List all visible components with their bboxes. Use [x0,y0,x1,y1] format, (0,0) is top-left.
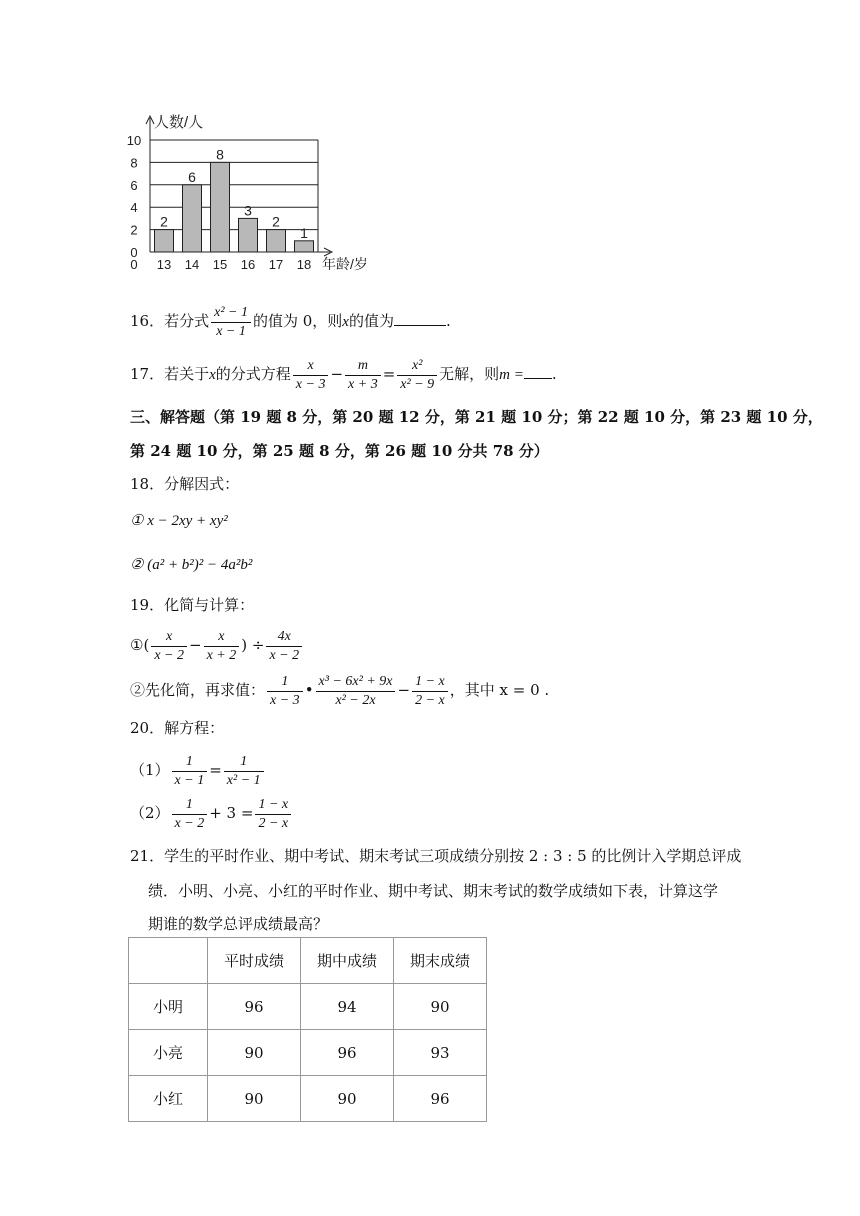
bar [155,230,174,252]
question-18-item-1: ① x − 2xy + xy² [130,513,228,529]
fraction [397,357,437,393]
data-label: 2 [272,213,280,230]
numerator: 1 [267,673,303,692]
question-17 [130,357,557,393]
numerator: x² [397,357,437,376]
denominator: x² − 2x [335,692,376,708]
table-cell: 96 [208,984,301,1030]
fraction [224,753,264,789]
operator: + 3 = [209,804,254,822]
origin-label: 0 [130,257,138,272]
question-20-part-1 [130,753,266,789]
question-21-line-1: 21．学生的平时作业、期中考试、期末考试三项成绩分别按 2 : 3 : 5 的比例计入学期总评成 [130,847,742,865]
table-cell: 93 [394,1030,487,1076]
item-text: ，其中 x = 0 . [449,681,550,699]
data-label: 3 [244,202,252,219]
denominator: 2 − x [415,692,445,708]
variable: m = [499,367,524,383]
x-axis-label: 年龄/岁 [322,256,368,272]
fraction [412,673,448,709]
bar [295,241,314,252]
x-tick-label: 14 [184,257,200,272]
age-bar-chart [120,108,390,274]
x-tick-label: 17 [268,257,284,272]
data-label: 1 [300,224,308,241]
section-heading-cont: 第 24 题 10 分，第 25 题 8 分，第 26 题 10 分共 78 分） [130,442,549,460]
denominator: x − 3 [295,376,326,392]
y-axis-label: 人数/人 [154,114,204,131]
fraction [151,628,187,664]
answer-blank[interactable] [524,364,552,379]
bar [211,162,230,252]
table-cell: 90 [394,984,487,1030]
question-19-item-2 [130,673,549,709]
operator: = [209,761,222,779]
denominator: x − 1 [174,772,205,788]
variable: x [342,314,349,330]
numerator: x [293,357,329,376]
table-cell: 小亮 [129,1030,208,1076]
numerator: 4x [266,628,302,647]
table-row [129,1076,487,1122]
question-number: 17． [130,365,165,383]
operator: • [304,681,314,699]
fraction [345,357,381,393]
question-number: 16． [130,312,165,330]
table-cell: 96 [394,1076,487,1122]
table-cell: 90 [301,1076,394,1122]
operator: − [188,636,202,654]
data-label: 8 [216,146,224,163]
denominator: x − 2 [174,815,205,831]
bar [267,230,286,252]
table-header-cell: 平时成绩 [208,938,301,984]
x-tick-label: 16 [240,257,256,272]
y-tick-label: 0 [130,245,138,260]
fraction [255,796,291,832]
numerator: m [345,357,381,376]
question-text: 的分式方程 [215,365,291,383]
y-tick-label: 6 [130,177,138,193]
denominator: x² − 1 [226,772,261,788]
fraction [204,628,240,664]
denominator: x − 2 [154,647,184,663]
denominator: x − 1 [216,323,246,339]
table-row [129,1030,487,1076]
item-marker: ①( [130,636,150,654]
fraction [172,796,208,832]
table-cell: 小明 [129,984,208,1030]
part-label: （1） [130,761,170,779]
table-header-cell: 期末成绩 [394,938,487,984]
question-21-line-2: 绩．小明、小亮、小红的平时作业、期中考试、期末考试的数学成绩如下表，计算这学 [148,882,719,900]
table-header-cell: 期中成绩 [301,938,394,984]
table-cell: 90 [208,1030,301,1076]
x-tick-label: 15 [212,257,228,272]
fraction [172,753,208,789]
numerator: 1 [172,796,208,815]
table-cell: 小红 [129,1076,208,1122]
question-18-title: 18．分解因式： [130,475,240,493]
y-tick-label: 8 [130,155,138,171]
data-label: 6 [188,168,196,185]
y-tick-label: 2 [130,222,138,238]
period: . [551,365,557,383]
numerator: 1 − x [412,673,448,692]
question-21-line-3: 期谁的数学总评成绩最高？ [148,915,329,933]
numerator: x [204,628,240,647]
table-header-row [129,938,487,984]
table-row [129,984,487,1030]
bar [183,185,202,252]
denominator: x − 3 [270,692,300,708]
question-text: 若关于 [164,365,210,383]
x-tick-label: 13 [156,257,172,272]
operator: = [382,365,396,383]
period: . [445,312,451,330]
question-18-item-2: ② (a² + b²)² − 4a²b² [130,557,253,573]
section-heading: 三、解答题（第 19 题 8 分，第 20 题 12 分，第 21 题 10 分；第 22 题 10 分，第 23 题 10 分， [130,408,823,426]
y-tick-label: 10 [126,133,142,148]
question-19-item-1 [130,628,304,664]
question-19-title: 19．化简与计算： [130,596,255,614]
question-text: 的值为 0，则 [252,312,343,330]
denominator: x + 3 [348,376,378,392]
operator: − [330,365,344,383]
question-text: 若分式 [164,312,210,330]
answer-blank[interactable] [394,311,446,326]
table-cell: 90 [208,1076,301,1122]
numerator: x² − 1 [211,304,251,323]
numerator: x [151,628,187,647]
denominator: x + 2 [206,647,237,663]
question-text: 的值为 [348,312,394,330]
data-label: 2 [160,213,168,230]
numerator: 1 [172,753,208,772]
part-label: （2） [130,804,170,822]
question-text: 无解，则 [439,365,500,383]
operator: − [397,681,411,699]
fraction [316,673,396,709]
fraction [266,628,302,664]
fraction [293,357,329,393]
fraction [211,304,251,340]
question-20-part-2 [130,796,293,832]
table-cell: 94 [301,984,394,1030]
numerator: 1 − x [255,796,291,815]
fraction [267,673,303,709]
numerator: 1 [224,753,264,772]
numerator: x³ − 6x² + 9x [316,673,396,692]
question-16 [130,304,451,340]
table-header-cell [129,938,208,984]
denominator: x − 2 [269,647,300,663]
variable: x [209,367,216,383]
question-20-title: 20．解方程： [130,719,225,737]
score-table [128,937,487,1122]
table-cell: 96 [301,1030,394,1076]
denominator: x² − 9 [400,376,435,392]
bar [239,218,258,252]
denominator: 2 − x [258,815,289,831]
operator: ) ÷ [241,636,265,654]
item-text: ②先化简，再求值： [130,681,266,699]
y-tick-label: 4 [130,200,138,216]
x-tick-label: 18 [296,257,312,272]
